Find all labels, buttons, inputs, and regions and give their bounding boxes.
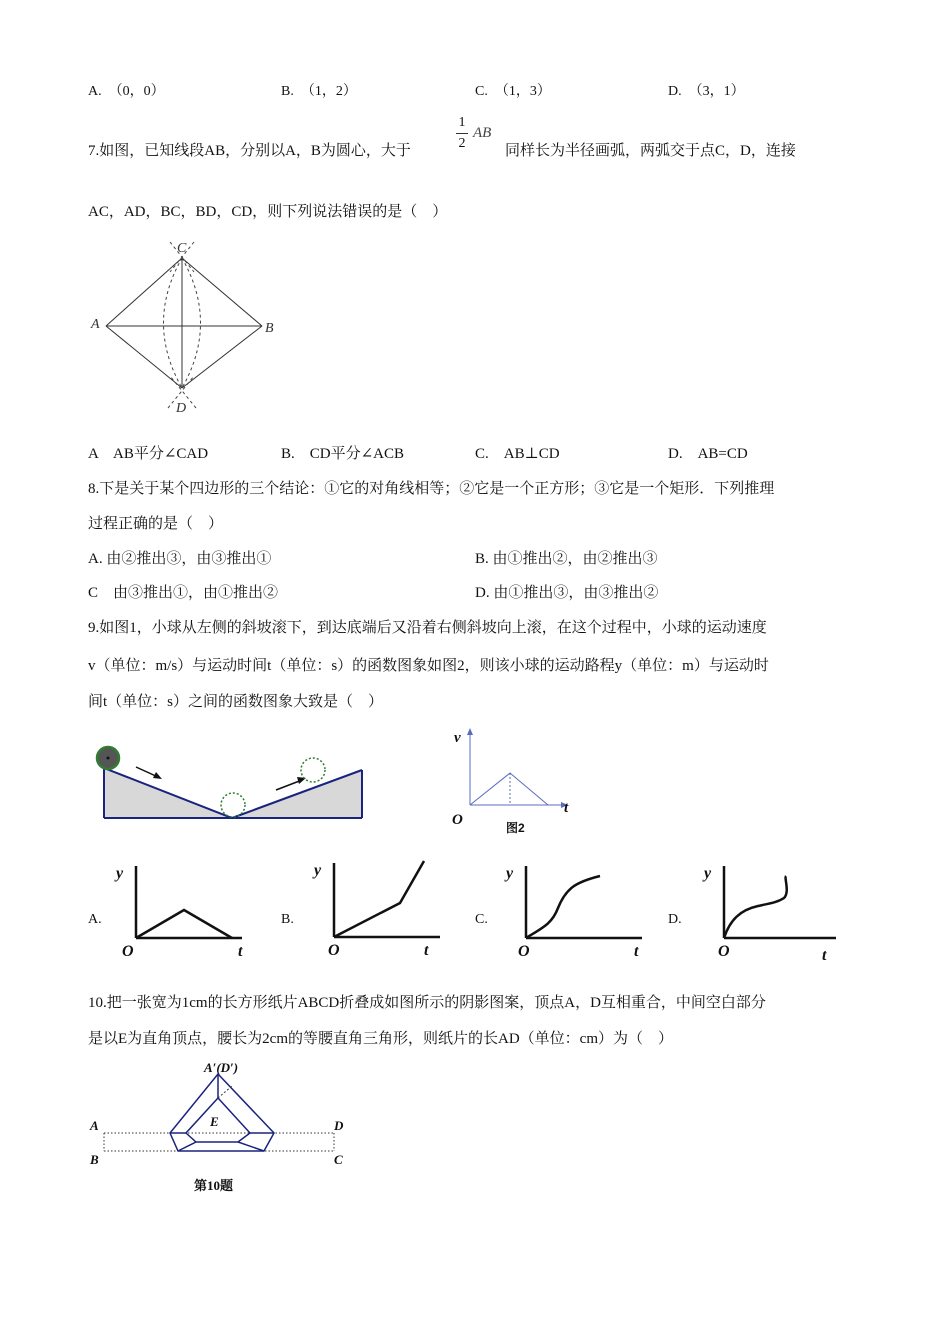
q9-c-y: y bbox=[506, 865, 514, 882]
q7-option-a: A AB平分∠CAD bbox=[88, 446, 209, 462]
q7-line1-post: 同样长为半径画弧，两弧交于点C，D，连接 bbox=[505, 143, 796, 159]
q10-figure bbox=[86, 1062, 356, 1198]
q9-figure1 bbox=[92, 740, 372, 824]
q9-graph-a bbox=[112, 860, 252, 960]
q6-option-c: C. （1，3） bbox=[475, 84, 551, 99]
q10-label-top: A′(D′) bbox=[204, 1060, 239, 1075]
q9-d-t: t bbox=[822, 947, 827, 964]
q7-option-c: C. AB⊥CD bbox=[475, 446, 560, 462]
q6-option-d: D. （3，1） bbox=[668, 84, 745, 99]
q7-label-c: C bbox=[177, 241, 187, 256]
q10-label-a: A bbox=[90, 1118, 99, 1133]
q9-fig2-t-label: t bbox=[564, 800, 569, 816]
q9-b-y: y bbox=[314, 862, 322, 879]
q8-option-c: C 由③推出①，由①推出② bbox=[88, 585, 279, 601]
q9-fig2-origin: O bbox=[452, 812, 463, 828]
q10-label-d: D bbox=[334, 1118, 344, 1133]
q7-line1-pre: 7.如图，已知线段AB，分别以A，B为圆心，大于 bbox=[88, 143, 411, 159]
q10-caption: 第10题 bbox=[194, 1178, 234, 1193]
q7-frac-den: 2 bbox=[458, 136, 466, 151]
q9-graph-d bbox=[700, 858, 850, 966]
q10-line1: 10.把一张宽为1cm的长方形纸片ABCD折叠成如图所示的阴影图案，顶点A，D互相重合，中间空白部分 bbox=[88, 995, 766, 1011]
q9-option-b-letter: B. bbox=[281, 912, 294, 927]
q9-line2: v（单位：m/s）与运动时间t（单位：s）的函数图象如图2，则该小球的运动路程y（单位：m）与运动时 bbox=[88, 658, 769, 674]
q7-frac-var: AB bbox=[473, 125, 492, 141]
q9-b-o: O bbox=[328, 942, 340, 959]
q10-label-e: E bbox=[210, 1114, 219, 1129]
q9-option-c-letter: C. bbox=[475, 912, 488, 927]
q7-option-d: D. AB=CD bbox=[668, 446, 748, 462]
q7-label-b: B bbox=[265, 321, 274, 336]
q9-c-t: t bbox=[634, 943, 639, 960]
q10-label-b: B bbox=[90, 1152, 99, 1167]
q10-label-c: C bbox=[334, 1152, 343, 1167]
q6-option-b: B. （1，2） bbox=[281, 84, 357, 99]
q9-graph-b bbox=[310, 855, 450, 959]
q6-option-a: A. （0，0） bbox=[88, 84, 165, 99]
q7-label-a: A bbox=[91, 317, 100, 332]
q7-option-b: B. CD平分∠ACB bbox=[281, 446, 405, 462]
q9-line1: 9.如图1，小球从左侧的斜坡滚下，到达底端后又沿着右侧斜坡向上滚，在这个过程中，小球的运动速度 bbox=[88, 620, 767, 636]
q8-option-d: D. 由①推出③，由③推出② bbox=[475, 585, 659, 601]
q9-fig2-v-label: v bbox=[454, 730, 461, 746]
q8-option-b: B. 由①推出②，由②推出③ bbox=[475, 551, 658, 567]
q9-d-y: y bbox=[704, 865, 712, 882]
q7-frac-bar bbox=[456, 133, 468, 134]
q9-d-o: O bbox=[718, 943, 730, 960]
q9-a-y: y bbox=[116, 865, 124, 882]
q7-label-d: D bbox=[176, 401, 187, 416]
q7-figure bbox=[90, 236, 290, 418]
q9-option-a-letter: A. bbox=[88, 912, 102, 927]
q9-a-t: t bbox=[238, 943, 243, 960]
q7-frac-num: 1 bbox=[458, 115, 466, 130]
q9-line3: 间t（单位：s）之间的函数图象大致是（ ） bbox=[88, 694, 384, 710]
q8-line2: 过程正确的是（ ） bbox=[88, 516, 224, 532]
q9-b-t: t bbox=[424, 942, 429, 959]
q9-option-d-letter: D. bbox=[668, 912, 682, 927]
q9-graph-c bbox=[502, 858, 652, 962]
q8-line1: 8.下是关于某个四边形的三个结论：①它的对角线相等；②它是一个正方形；③它是一个矩形．下列推理 bbox=[88, 481, 775, 497]
q10-line2: 是以E为直角顶点，腰长为2cm的等腰直角三角形，则纸片的长AD（单位：cm）为（ ） bbox=[88, 1031, 673, 1047]
q8-option-a: A. 由②推出③，由③推出① bbox=[88, 551, 272, 567]
q9-fig2-caption: 图2 bbox=[506, 821, 525, 835]
q7-line2: AC，AD，BC，BD，CD，则下列说法错误的是（ ） bbox=[88, 204, 448, 220]
q9-figure2 bbox=[450, 726, 580, 838]
q9-a-o: O bbox=[122, 943, 134, 960]
q9-c-o: O bbox=[518, 943, 530, 960]
